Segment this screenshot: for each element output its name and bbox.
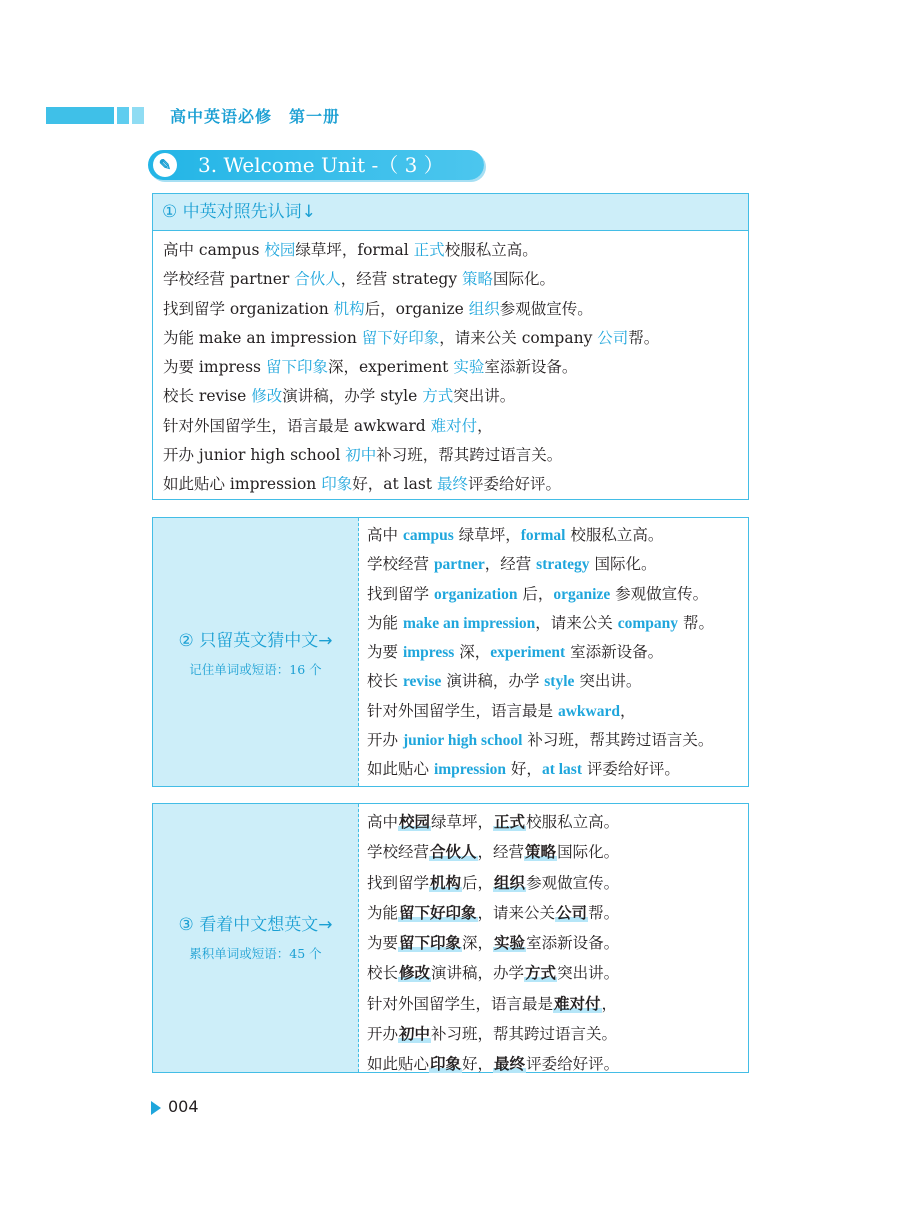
- line-text: 后，: [462, 873, 494, 892]
- line-text: 高中 campus: [163, 241, 265, 259]
- word-count: 记住单词或短语：16 个: [189, 662, 322, 677]
- chinese-gloss: 合伙人: [294, 270, 341, 289]
- line-text: 补习班，帮其跨过语言关。: [376, 446, 563, 465]
- line-text: 参观做宣传。: [499, 299, 593, 318]
- line-text: 演讲稿，办学: [431, 964, 525, 983]
- line-text: 国际化。: [557, 843, 620, 862]
- line-text: ，: [619, 701, 636, 720]
- verse-line: [163, 412, 748, 441]
- line-text: 校服私立高。: [444, 241, 538, 259]
- line-text: 开办: [367, 1025, 399, 1044]
- line-text: 评委给好评。: [526, 1055, 620, 1074]
- verse-line: [367, 989, 619, 1019]
- highlighted-word: 正式: [494, 812, 526, 831]
- highlighted-word: 策略: [525, 842, 557, 862]
- line-text: 参观做宣传。: [610, 584, 709, 603]
- line-text: 学校经营 partner: [163, 270, 295, 289]
- section-label-panel: [153, 804, 359, 1072]
- line-text: ，经营 strategy: [340, 270, 463, 289]
- line-text: 找到留学: [367, 584, 434, 603]
- verse-line: [367, 807, 619, 837]
- highlighted-word: 方式: [525, 963, 557, 983]
- line-text: 突出讲。: [574, 672, 642, 691]
- line-text: 好，at last: [352, 475, 437, 494]
- page-arrow-icon: [151, 1101, 161, 1115]
- highlighted-word: 修改: [399, 963, 431, 983]
- line-text: 找到留学 organization: [163, 299, 334, 318]
- english-word: experiment: [490, 644, 566, 662]
- section-chinese-only: [152, 803, 749, 1073]
- highlighted-word: 机构: [430, 872, 462, 892]
- line-text: 开办 junior high school: [163, 446, 346, 465]
- line-text: 为要 impress: [163, 358, 266, 377]
- english-word: impression: [433, 761, 506, 779]
- line-text: 绿草坪，: [431, 813, 494, 831]
- verse-line: [367, 550, 714, 579]
- line-text: 参观做宣传。: [526, 873, 620, 892]
- line-text: 为能: [367, 613, 403, 632]
- english-word: revise: [402, 673, 442, 691]
- line-text: 针对外国留学生，语言最是 awkward: [163, 416, 431, 435]
- highlighted-word: 校园: [399, 812, 431, 831]
- verse-line: [367, 521, 714, 550]
- verse-line: [367, 868, 619, 898]
- line-text: 如此贴心 impression: [163, 475, 322, 494]
- highlighted-word: 最终: [494, 1054, 526, 1074]
- line-text: 国际化。: [589, 555, 657, 574]
- line-text: 国际化。: [493, 270, 556, 289]
- section-bilingual: [152, 193, 749, 500]
- line-text: 深，: [454, 643, 491, 662]
- verse-line: [367, 667, 714, 696]
- verse-line: [163, 324, 748, 353]
- verse-line: [367, 755, 714, 784]
- line-text: 高中: [367, 526, 403, 544]
- english-word: junior high school: [402, 732, 523, 750]
- verse-line: [367, 958, 619, 988]
- line-text: 室添新设备。: [565, 643, 664, 662]
- highlighted-word: 组织: [494, 872, 526, 892]
- line-text: 针对外国留学生，语言最是: [367, 994, 554, 1013]
- line-text: 深，: [462, 934, 494, 953]
- chinese-gloss: 留下印象: [265, 358, 328, 377]
- section-title: ② 只留英文猜中文→: [178, 631, 333, 651]
- verse-line: [367, 1019, 619, 1049]
- line-text: 评委给好评。: [467, 475, 561, 494]
- line-text: 帮。: [588, 903, 620, 922]
- section-label-panel: [153, 518, 359, 786]
- verse-line: [367, 928, 619, 958]
- chinese-gloss: 修改: [251, 387, 283, 406]
- line-text: 如此贴心: [367, 760, 434, 779]
- line-text: 深，experiment: [327, 358, 454, 377]
- line-text: 绿草坪，formal: [295, 241, 414, 259]
- chinese-gloss: 初中: [345, 446, 377, 465]
- header-bar-small: [117, 107, 129, 124]
- english-word: organize: [553, 585, 611, 603]
- chinese-gloss: 正式: [413, 241, 445, 259]
- english-word: organization: [433, 585, 518, 603]
- line-text: 开办: [367, 731, 403, 750]
- verse-line: [367, 638, 714, 667]
- line-text: 室添新设备。: [526, 934, 620, 953]
- chinese-gloss: 机构: [333, 299, 365, 318]
- line-text: 评委给好评。: [581, 760, 680, 779]
- lesson-banner: [148, 150, 484, 180]
- verse-line: [163, 470, 748, 499]
- chinese-gloss: 组织: [468, 299, 500, 318]
- chinese-gloss: 最终: [436, 475, 468, 494]
- highlighted-word: 印象: [430, 1054, 462, 1074]
- verse-line: [367, 898, 619, 928]
- pen-icon: ✎: [153, 153, 177, 177]
- line-text: 高中: [367, 813, 399, 831]
- line-text: 绿草坪，: [453, 526, 521, 544]
- chinese-gloss: 方式: [422, 387, 454, 406]
- highlighted-word: 留下印象: [399, 933, 462, 953]
- line-text: 为能 make an impression: [163, 328, 362, 347]
- line-text: 校长: [367, 964, 399, 983]
- page-number: 004: [168, 1097, 199, 1116]
- english-word: make an impression: [402, 614, 536, 632]
- line-text: 好，: [506, 760, 542, 779]
- line-text: 校长 revise: [163, 387, 252, 406]
- chinese-gloss: 校园: [264, 241, 296, 259]
- section-english-only: [152, 517, 749, 787]
- line-text: 室添新设备。: [484, 358, 578, 377]
- line-text: ，经营: [477, 843, 525, 862]
- line-text: 后，: [517, 584, 554, 603]
- line-text: 演讲稿，办学: [441, 672, 545, 691]
- verse-lines: [367, 521, 714, 785]
- verse-line: [163, 353, 748, 382]
- header-bar-small: [132, 107, 144, 124]
- verse-line: [163, 441, 748, 470]
- section-title: ③ 看着中文想英文→: [178, 915, 333, 935]
- line-text: 学校经营: [367, 555, 434, 574]
- english-word: company: [617, 614, 679, 632]
- line-text: 好，: [462, 1055, 494, 1074]
- english-word: strategy: [536, 556, 590, 574]
- line-text: 补习班，帮其跨过语言关。: [522, 731, 714, 750]
- line-text: ，请来公关 company: [439, 328, 598, 347]
- chinese-gloss: 公司: [597, 328, 629, 347]
- chinese-gloss: 实验: [453, 358, 485, 377]
- line-text: 后，organize: [364, 299, 469, 318]
- english-word: campus: [402, 527, 454, 544]
- highlighted-word: 初中: [399, 1024, 431, 1044]
- line-text: 校服私立高。: [526, 813, 620, 831]
- line-text: ，请来公关: [535, 613, 618, 632]
- line-text: 突出讲。: [453, 387, 516, 406]
- line-text: 校服私立高。: [565, 526, 664, 544]
- verse-line: [367, 697, 714, 726]
- chinese-gloss: 难对付: [430, 416, 478, 435]
- line-text: ，: [477, 416, 493, 435]
- verse-line: [163, 236, 748, 265]
- line-text: 演讲稿，办学 style: [282, 387, 423, 406]
- line-text: 帮。: [678, 613, 714, 632]
- line-text: 帮。: [628, 328, 660, 347]
- highlighted-word: 实验: [494, 933, 526, 953]
- line-text: 补习班，帮其跨过语言关。: [431, 1025, 618, 1044]
- line-text: ，经营: [484, 555, 537, 574]
- verse-line: [367, 1049, 619, 1079]
- line-text: ，请来公关: [477, 903, 556, 922]
- highlighted-word: 合伙人: [430, 842, 477, 862]
- verse-line: [163, 265, 748, 294]
- verse-line: [163, 295, 748, 324]
- highlighted-word: 公司: [556, 902, 588, 922]
- verse-line: [367, 580, 714, 609]
- english-word: style: [544, 673, 575, 691]
- chinese-gloss: 留下好印象: [361, 328, 440, 347]
- header-bar-large: [46, 107, 114, 124]
- english-word: at last: [541, 761, 582, 779]
- section-title: ① 中英对照先认词↓: [153, 194, 748, 231]
- verse-lines: [153, 231, 748, 500]
- verse-line: [367, 726, 714, 755]
- line-text: 针对外国留学生，语言最是: [367, 701, 558, 720]
- verse-line: [163, 382, 748, 411]
- english-word: impress: [402, 644, 455, 662]
- english-word: awkward: [557, 702, 620, 720]
- highlighted-word: 难对付: [554, 993, 601, 1013]
- line-text: 为能: [367, 903, 399, 922]
- line-text: 学校经营: [367, 843, 430, 862]
- line-text: 为要: [367, 934, 399, 953]
- word-count: 累积单词或短语：45 个: [189, 946, 322, 961]
- line-text: 找到留学: [367, 873, 430, 892]
- line-text: ，: [601, 994, 618, 1013]
- english-word: formal: [520, 527, 566, 544]
- english-word: partner: [433, 556, 485, 574]
- line-text: 如此贴心: [367, 1055, 430, 1074]
- verse-line: [367, 609, 714, 638]
- chinese-gloss: 印象: [321, 475, 353, 494]
- highlighted-word: 留下好印象: [399, 902, 477, 922]
- verse-line: [367, 837, 619, 867]
- chinese-gloss: 策略: [462, 270, 494, 289]
- line-text: 为要: [367, 643, 403, 662]
- line-text: 突出讲。: [557, 964, 620, 983]
- lesson-title: 3. Welcome Unit -（ 3 ）: [198, 153, 444, 177]
- book-title: 高中英语必修 第一册: [170, 107, 341, 126]
- line-text: 校长: [367, 672, 403, 691]
- verse-lines: [367, 807, 619, 1080]
